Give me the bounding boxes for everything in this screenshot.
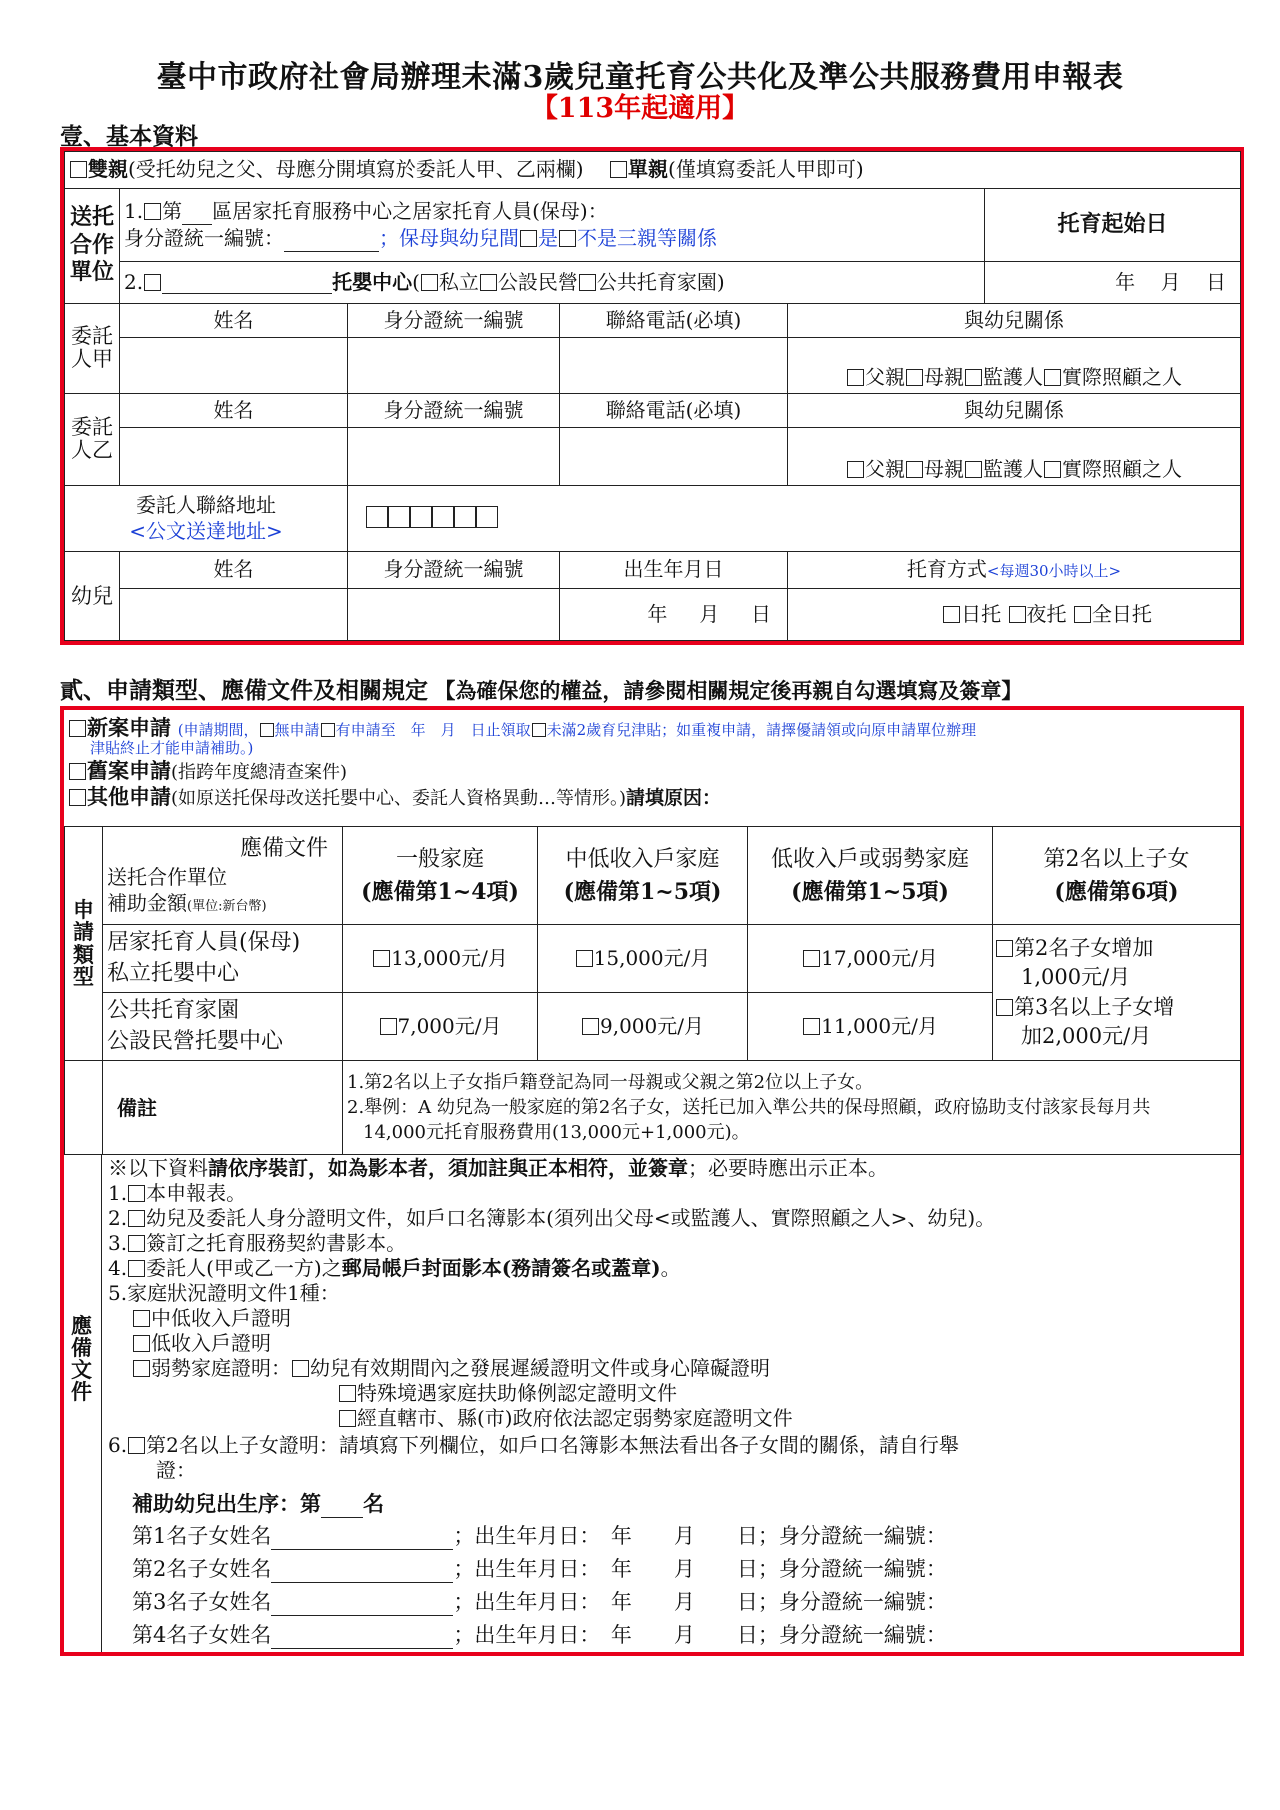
doc-4-checkbox[interactable] — [128, 1260, 145, 1277]
sibling-bonus-cell: 第2名子女增加 1,000元/月 第3名以上子女增 加2,000元/月 — [993, 925, 1241, 1061]
other-case-checkbox[interactable] — [69, 789, 86, 806]
address-label-cell: 委託人聯絡地址 <公文送達地址> — [65, 485, 348, 551]
doc-5b: 低收入戶證明 — [132, 1327, 271, 1356]
daycare-name-field[interactable] — [162, 293, 332, 294]
dual-parent-checkbox[interactable] — [70, 161, 87, 178]
column-mid-low-income: 中低收入戶家庭 (應備第1~5項) — [538, 827, 748, 925]
client-b-guardian-checkbox[interactable] — [965, 461, 982, 478]
child-name-header: 姓名 — [120, 551, 348, 588]
single-parent-checkbox[interactable] — [610, 161, 627, 178]
doc-5c: 弱勢家庭證明： 幼兒有效期間內之發展遲緩證明文件或身心障礙證明 — [132, 1352, 770, 1381]
client-a-id-field[interactable] — [348, 338, 560, 393]
doc-5c1-checkbox[interactable] — [292, 1360, 309, 1377]
birth-order-field[interactable] — [321, 1517, 363, 1518]
section1-heading: 壹、基本資料 — [60, 123, 198, 150]
doc-3-checkbox[interactable] — [128, 1235, 145, 1252]
doc-5b-checkbox[interactable] — [133, 1335, 150, 1352]
home-nanny-checkbox[interactable] — [144, 203, 161, 220]
column-second-child: 第2名以上子女 (應備第6項) — [993, 827, 1241, 925]
client-a-caregiver-checkbox[interactable] — [1044, 369, 1061, 386]
relation-yes-checkbox[interactable] — [520, 230, 537, 247]
amount-7000-checkbox[interactable] — [380, 1018, 397, 1035]
doc-5c3-checkbox[interactable] — [339, 1410, 356, 1427]
application-types: 新案申請 (申請期間， 無申請 有申請至 年 月 日止領取 未滿2歲育兒津貼；如重複申請，請擇優請領或向原申請單位辦理 津貼終止才能申請補助。) 舊案申請(指跨年度總清查案件) 其他申請(如原送托保母改送托嬰中心、委託人資格異動…等情形。)請填原因： — [68, 716, 1236, 810]
third-child-checkbox[interactable] — [996, 999, 1013, 1016]
new-case-note-continued: 津貼終止才能申請補助。) — [90, 739, 254, 758]
client-a-id-header: 身分證統一編號 — [348, 303, 560, 338]
postal-code-box[interactable] — [476, 506, 498, 528]
sibling-row: 第3名子女姓名 ；出生年月日： 年 月 日；身分證統一編號： — [132, 1590, 947, 1614]
doc-item-6: 6. 第2名以上子女證明：請填寫下列欄位，如戶口名簿影本無法看出各子女間的關係，請自行舉 — [108, 1433, 959, 1457]
client-a-name-header: 姓名 — [120, 303, 348, 338]
doc-5c3: 經直轄市、縣(市)政府依法認定弱勢家庭證明文件 — [338, 1402, 793, 1431]
postal-code-box[interactable] — [388, 506, 410, 528]
new-case-checkbox[interactable] — [69, 720, 86, 737]
client-b-phone-field[interactable] — [560, 428, 788, 486]
section2-heading: 貳、申請類型、應備文件及相關規定 【為確保您的權益，請參閱相關規定後再親自勾選填寫及簽章】 — [60, 677, 1023, 704]
doc-5a: 中低收入戶證明 — [132, 1302, 291, 1331]
no-allowance-checkbox[interactable] — [260, 723, 274, 737]
public-home-checkbox[interactable] — [579, 274, 596, 291]
child-id-header: 身分證統一編號 — [348, 551, 560, 588]
client-b-caregiver-checkbox[interactable] — [1044, 461, 1061, 478]
postal-code-box[interactable] — [410, 506, 432, 528]
client-a-phone-field[interactable] — [560, 338, 788, 393]
doc-item-4: 4. 委託人(甲或乙一方)之郵局帳戶封面影本(務請簽名或蓋章)。 — [108, 1256, 681, 1280]
amount-cell: 15,000元/月 — [538, 925, 748, 993]
doc-6-checkbox[interactable] — [128, 1437, 145, 1454]
sibling-row: 第4名子女姓名 ；出生年月日： 年 月 日；身分證統一編號： — [132, 1623, 947, 1647]
address-field[interactable] — [348, 485, 1241, 551]
client-b-relation-options: 父親 母親 監護人 實際照顧之人 — [788, 428, 1241, 486]
subsidy-table — [64, 826, 1241, 1155]
parent-type-row: 雙親(受托幼兒之父、母應分開填寫於委託人甲、乙兩欄) 單親(僅填寫委託人甲即可) — [65, 152, 1241, 189]
birth-order-line: 補助幼兒出生序：第 名 — [132, 1491, 384, 1516]
client-a-father-checkbox[interactable] — [847, 369, 864, 386]
start-date-label: 托育起始日 — [985, 188, 1241, 261]
day-care-checkbox[interactable] — [943, 606, 960, 623]
has-allowance-checkbox[interactable] — [321, 723, 335, 737]
documents-label: 應備文件 — [71, 1313, 92, 1405]
amount-cell: 7,000元/月 — [343, 993, 538, 1061]
amount-cell: 11,000元/月 — [748, 993, 993, 1061]
client-b-name-header: 姓名 — [120, 393, 348, 428]
public-private-checkbox[interactable] — [480, 274, 497, 291]
postal-code-box[interactable] — [432, 506, 454, 528]
postal-code-box[interactable] — [366, 506, 388, 528]
relation-no-checkbox[interactable] — [559, 230, 576, 247]
documents-label-column — [64, 1154, 102, 1652]
care-mode-options: 日托 夜托 全日托 — [788, 588, 1241, 640]
client-b-relation-header: 與幼兒關係 — [788, 393, 1241, 428]
doc-5c-checkbox[interactable] — [133, 1360, 150, 1377]
client-b-id-header: 身分證統一編號 — [348, 393, 560, 428]
client-a-phone-header: 聯絡電話(必填) — [560, 303, 788, 338]
notes-content: 1.第2名以上子女指戶籍登記為同一母親或父親之第2位以上子女。 2.舉例：A 幼兒為一般家庭的第2名子女，送托已加入準公共的保母照顧，政府協助支付該家長每月共 14,000元托育服務費用(13,000元+1,000元)。 — [343, 1061, 1241, 1155]
amount-13000-checkbox[interactable] — [373, 950, 390, 967]
amount-9000-checkbox[interactable] — [582, 1018, 599, 1035]
sibling-1-name-field[interactable] — [271, 1549, 453, 1550]
child-care-header: 托育方式<每週30小時以上> — [788, 551, 1241, 588]
basic-info-section — [60, 147, 1244, 645]
column-general: 一般家庭 (應備第1~4項) — [343, 827, 538, 925]
old-case-checkbox[interactable] — [69, 763, 86, 780]
amount-cell: 17,000元/月 — [748, 925, 993, 993]
postal-code-box[interactable] — [454, 506, 476, 528]
doc-item-2: 2. 幼兒及委託人身分證明文件，如戶口名簿影本(須列出父母<或監護人、實際照顧之人>、幼兒)。 — [108, 1206, 996, 1230]
doc-item-6-continued: 證： — [156, 1458, 196, 1482]
amount-15000-checkbox[interactable] — [576, 950, 593, 967]
unit-option-1: 1. 第 區居家托育服務中心之居家托育人員(保母)： 身分證統一編號： ；保母與幼兒間 是 不是三親等關係 — [120, 188, 985, 261]
form-title: 臺中市政府社會局辦理未滿3歲兒童托育公共化及準公共服務費用申報表 — [156, 60, 1124, 95]
unit-label: 送托合作單位 — [65, 188, 120, 303]
row-public-home: 公共托育家園 公設民營托嬰中心 — [103, 993, 343, 1061]
sibling-4-name-field[interactable] — [271, 1648, 453, 1649]
doc-item-1: 1. 本申報表。 — [108, 1181, 247, 1205]
client-a-relation-options: 父親 母親 監護人 實際照顧之人 — [788, 338, 1241, 393]
doc-1-checkbox[interactable] — [128, 1185, 145, 1202]
second-child-checkbox[interactable] — [996, 940, 1013, 957]
column-low-income: 低收入戶或弱勢家庭 (應備第1~5項) — [748, 827, 993, 925]
allowance-type-checkbox[interactable] — [532, 723, 546, 737]
night-care-checkbox[interactable] — [1009, 606, 1026, 623]
docs-intro: ※以下資料請依序裝訂，如為影本者，須加註與正本相符，並簽章；必要時應出示正本。 — [108, 1156, 888, 1180]
amount-cell: 9,000元/月 — [538, 993, 748, 1061]
client-a-relation-header: 與幼兒關係 — [788, 303, 1241, 338]
client-b-father-checkbox[interactable] — [847, 461, 864, 478]
sibling-2-name-field[interactable] — [271, 1582, 453, 1583]
client-b-name-field[interactable] — [120, 428, 348, 486]
start-date-field[interactable]: 年 月 日 — [985, 261, 1241, 303]
amount-11000-checkbox[interactable] — [803, 1018, 820, 1035]
client-a-mother-checkbox[interactable] — [906, 369, 923, 386]
client-b-label: 委託人乙 — [65, 393, 120, 485]
child-birth-header: 出生年月日 — [560, 551, 788, 588]
private-checkbox[interactable] — [421, 274, 438, 291]
child-id-field[interactable] — [348, 588, 560, 640]
client-b-mother-checkbox[interactable] — [906, 461, 923, 478]
sibling-row: 第2名子女姓名 ；出生年月日： 年 月 日；身分證統一編號： — [132, 1557, 947, 1581]
sibling-3-name-field[interactable] — [271, 1615, 453, 1616]
child-name-field[interactable] — [120, 588, 348, 640]
client-b-phone-header: 聯絡電話(必填) — [560, 393, 788, 428]
doc-5a-checkbox[interactable] — [133, 1310, 150, 1327]
basic-info-table — [64, 151, 1241, 641]
child-birth-field[interactable]: 年 月 日 — [560, 588, 788, 640]
full-day-care-checkbox[interactable] — [1074, 606, 1091, 623]
amount-17000-checkbox[interactable] — [803, 950, 820, 967]
amount-cell: 13,000元/月 — [343, 925, 538, 993]
client-b-id-field[interactable] — [348, 428, 560, 486]
daycare-center-checkbox[interactable] — [144, 274, 161, 291]
child-label: 幼兒 — [65, 551, 120, 640]
notes-label: 備註 — [103, 1061, 343, 1155]
nanny-id-field[interactable] — [284, 251, 379, 252]
doc-5c2-checkbox[interactable] — [339, 1385, 356, 1402]
doc-2-checkbox[interactable] — [128, 1210, 145, 1227]
client-a-label: 委託人甲 — [65, 303, 120, 393]
client-a-name-field[interactable] — [120, 338, 348, 393]
table-corner-header: 應備文件 送托合作單位 補助金額(單位:新台幣) — [103, 827, 343, 925]
district-field[interactable] — [182, 224, 212, 225]
row-nanny-private: 居家托育人員(保母) 私立托嬰中心 — [103, 925, 343, 993]
sibling-row: 第1名子女姓名 ；出生年月日： 年 月 日；身分證統一編號： — [132, 1524, 947, 1548]
form-subtitle: 【113年起適用】 — [530, 93, 750, 124]
unit-option-2: 2. 托嬰中心( 私立 公設民營 公共托育家園) — [120, 261, 985, 303]
doc-5c2: 特殊境遇家庭扶助條例認定證明文件 — [338, 1377, 677, 1406]
doc-item-5: 5.家庭狀況證明文件1種： — [108, 1281, 340, 1305]
client-a-guardian-checkbox[interactable] — [965, 369, 982, 386]
doc-item-3: 3. 簽訂之托育服務契約書影本。 — [108, 1231, 407, 1255]
application-type-label: 申請類型 — [65, 827, 103, 1061]
